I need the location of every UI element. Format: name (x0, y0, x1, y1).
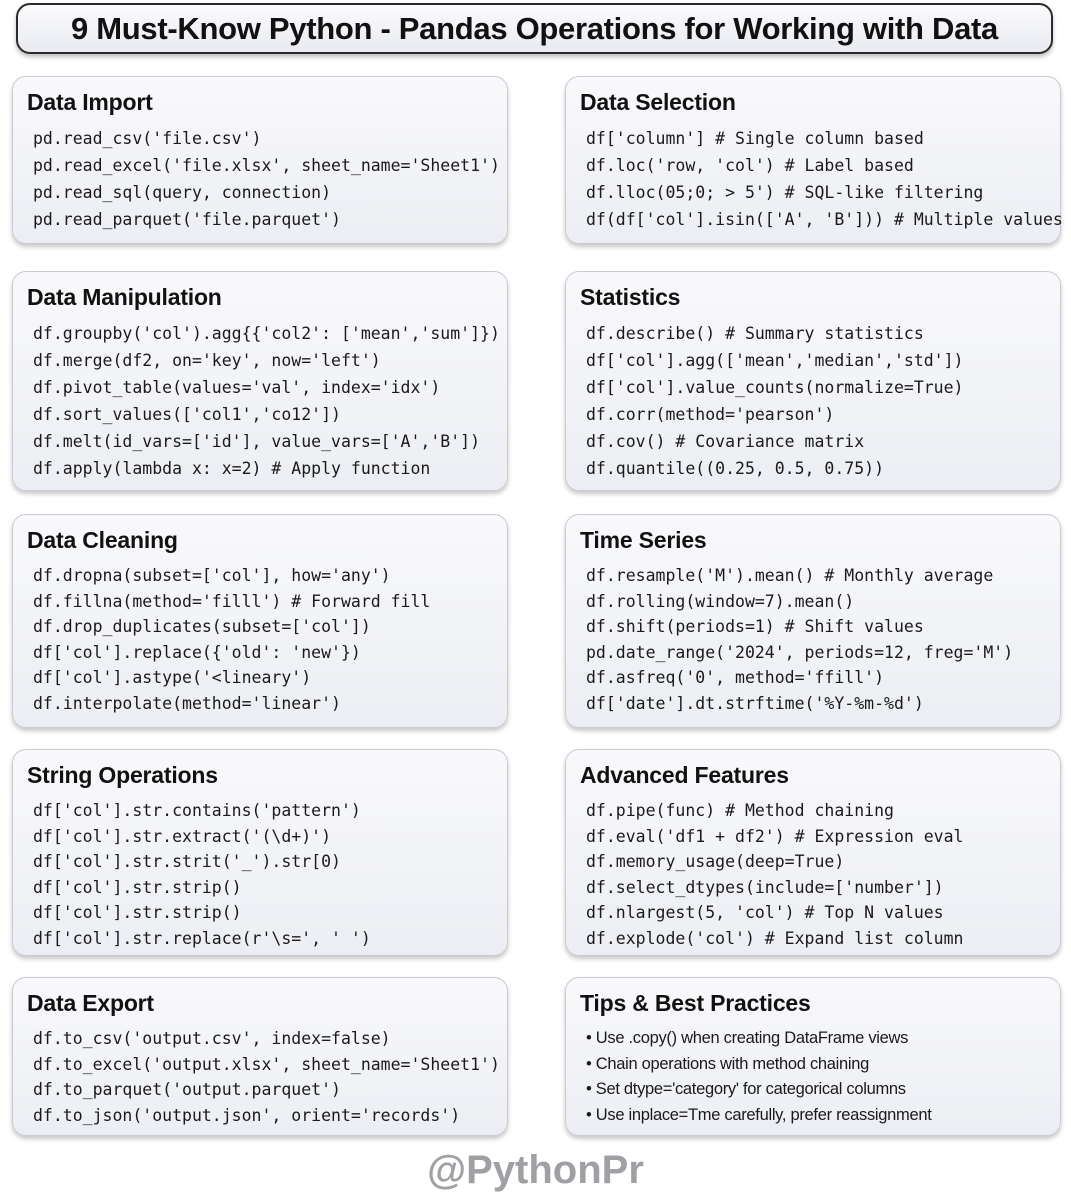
code-line: df.quantile((0.25, 0.5, 0.75)) (586, 459, 885, 478)
code-line: df.asfreq('0', method='ffill') (586, 668, 885, 687)
code-lines (27, 1026, 500, 1128)
code-line: df.shift(periods=1) # Shift values (586, 617, 924, 636)
code-line: df.describe() # Summary statistics (586, 324, 924, 343)
code-line: pd.read_csv('file.csv') (33, 129, 262, 148)
code-line: df.pipe(func) # Method chaining (586, 801, 894, 820)
code-lines (580, 563, 1046, 716)
code-line: pd.date_range('2024', periods=12, freg='M') (586, 642, 1014, 662)
tip-item: • Use .copy() when creating DataFrame views (586, 1029, 909, 1047)
card-time-series (565, 514, 1061, 728)
code-line: df['col'].str.strit('_').str[0) (33, 852, 341, 871)
card-heading: Data Selection (580, 89, 736, 115)
code-line: df.rolling(window=7).mean() (586, 591, 855, 611)
code-line: df.corr(method='pearson') (586, 405, 835, 424)
code-line: df['date'].dt.strftime('%Y-%m-%d') (586, 693, 924, 713)
code-line: df['col'].str.strip() (33, 877, 242, 897)
code-line: df['col'].agg(['mean','median','std']) (586, 351, 964, 370)
card-heading: Data Cleaning (27, 527, 178, 553)
card-heading: Data Import (27, 89, 153, 115)
code-line: df.to_excel('output.xlsx', sheet_name='Sheet1') (33, 1054, 500, 1074)
card-heading: Advanced Features (580, 762, 789, 788)
code-line: df['column'] # Single column based (586, 129, 924, 148)
card-data-export (12, 977, 508, 1136)
code-line: df.melt(id_vars=['id'], value_vars=['A','B']) (33, 432, 481, 451)
card-data-import (12, 76, 508, 244)
code-line: df.cov() # Covariance matrix (586, 432, 865, 451)
code-line: df.drop_duplicates(subset=['col']) (33, 617, 371, 636)
code-line: df.explode('col') # Expand list column (586, 928, 964, 948)
code-lines (27, 125, 500, 233)
tips-list (580, 1026, 1046, 1128)
title-banner (16, 3, 1053, 54)
code-line: df['col'].str.replace(r'\s=', ' ') (33, 928, 371, 948)
code-line: df['col'].value_counts(normalize=True) (586, 378, 964, 397)
code-line: df.sort_values(['col1','co12']) (33, 405, 341, 424)
code-line: df.groupby('col').agg{{'col2': ['mean','sum']}) (33, 324, 500, 343)
author-handle: @PythonPr (427, 1148, 644, 1192)
code-line: df.pivot_table(values='val', index='idx') (33, 378, 441, 397)
page-title: 9 Must-Know Python - Pandas Operations for Working with Data (71, 10, 998, 46)
code-line: df['col'].astype('<lineary') (33, 668, 312, 687)
tip-item: • Set dtype='category' for categorical columns (586, 1080, 906, 1098)
code-line: df.loc('row, 'col') # Label based (586, 156, 914, 175)
code-line: df.merge(df2, on='key', now='left') (33, 351, 381, 370)
code-lines (27, 798, 493, 951)
code-lines (27, 320, 500, 482)
card-heading: Statistics (580, 284, 681, 310)
code-line: df['col'].str.strip() (33, 903, 242, 922)
code-line: df.memory_usage(deep=True) (586, 852, 845, 871)
card-string-operations (12, 749, 508, 956)
card-heading: Tips & Best Practices (580, 990, 811, 1016)
code-lines (580, 798, 1046, 951)
card-advanced-features (565, 749, 1061, 956)
tip-item: • Chain operations with method chaining (586, 1054, 870, 1073)
card-heading: String Operations (27, 762, 218, 788)
code-line: df.interpolate(method='linear') (33, 693, 341, 713)
card-data-cleaning (12, 514, 508, 728)
code-line: df.resample('M').mean() # Monthly average (586, 566, 994, 585)
code-line: df.select_dtypes(include=['number']) (586, 877, 944, 897)
code-line: df.lloc(05;0; > 5') # SQL-like filtering (586, 183, 984, 202)
code-line: pd.read_parquet('file.parquet') (33, 210, 341, 229)
tip-item: • Use inplace=Tme carefully, prefer reassignment (586, 1105, 932, 1124)
card-heading: Data Manipulation (27, 284, 222, 310)
code-lines (27, 563, 493, 716)
code-line: df(df['col'].isin(['A', 'B'])) # Multiple values (586, 210, 1063, 229)
code-line: df.to_parquet('output.parquet') (33, 1080, 341, 1099)
code-line: df.apply(lambda x: x=2) # Apply function (33, 459, 431, 478)
code-line: df.fillna(method='filll') # Forward fill (33, 591, 431, 611)
card-heading: Time Series (580, 527, 707, 553)
code-line: df.nlargest(5, 'col') # Top N values (586, 903, 944, 922)
code-line: df.eval('df1 + df2') # Expression eval (586, 826, 964, 846)
code-line: df['col'].str.contains('pattern') (33, 801, 361, 820)
card-tips-best-practices (565, 977, 1061, 1136)
code-line: df['col'].replace({'old': 'new'}) (33, 642, 361, 662)
card-data-selection (565, 76, 1061, 244)
code-line: df.to_csv('output.csv', index=false) (33, 1029, 391, 1048)
code-line: df.dropna(subset=['col'], how='any') (33, 566, 391, 585)
code-line: df['col'].str.extract('(\d+)') (33, 826, 332, 846)
card-heading: Data Export (27, 990, 154, 1016)
code-line: df.to_json('output.json', orient='records') (33, 1105, 461, 1125)
code-lines (580, 125, 1063, 233)
card-data-manipulation (12, 271, 508, 491)
card-statistics (565, 271, 1061, 491)
code-lines (580, 320, 1046, 482)
code-line: pd.read_excel('file.xlsx', sheet_name='Sheet1') (33, 156, 500, 175)
code-line: pd.read_sql(query, connection) (33, 183, 332, 202)
